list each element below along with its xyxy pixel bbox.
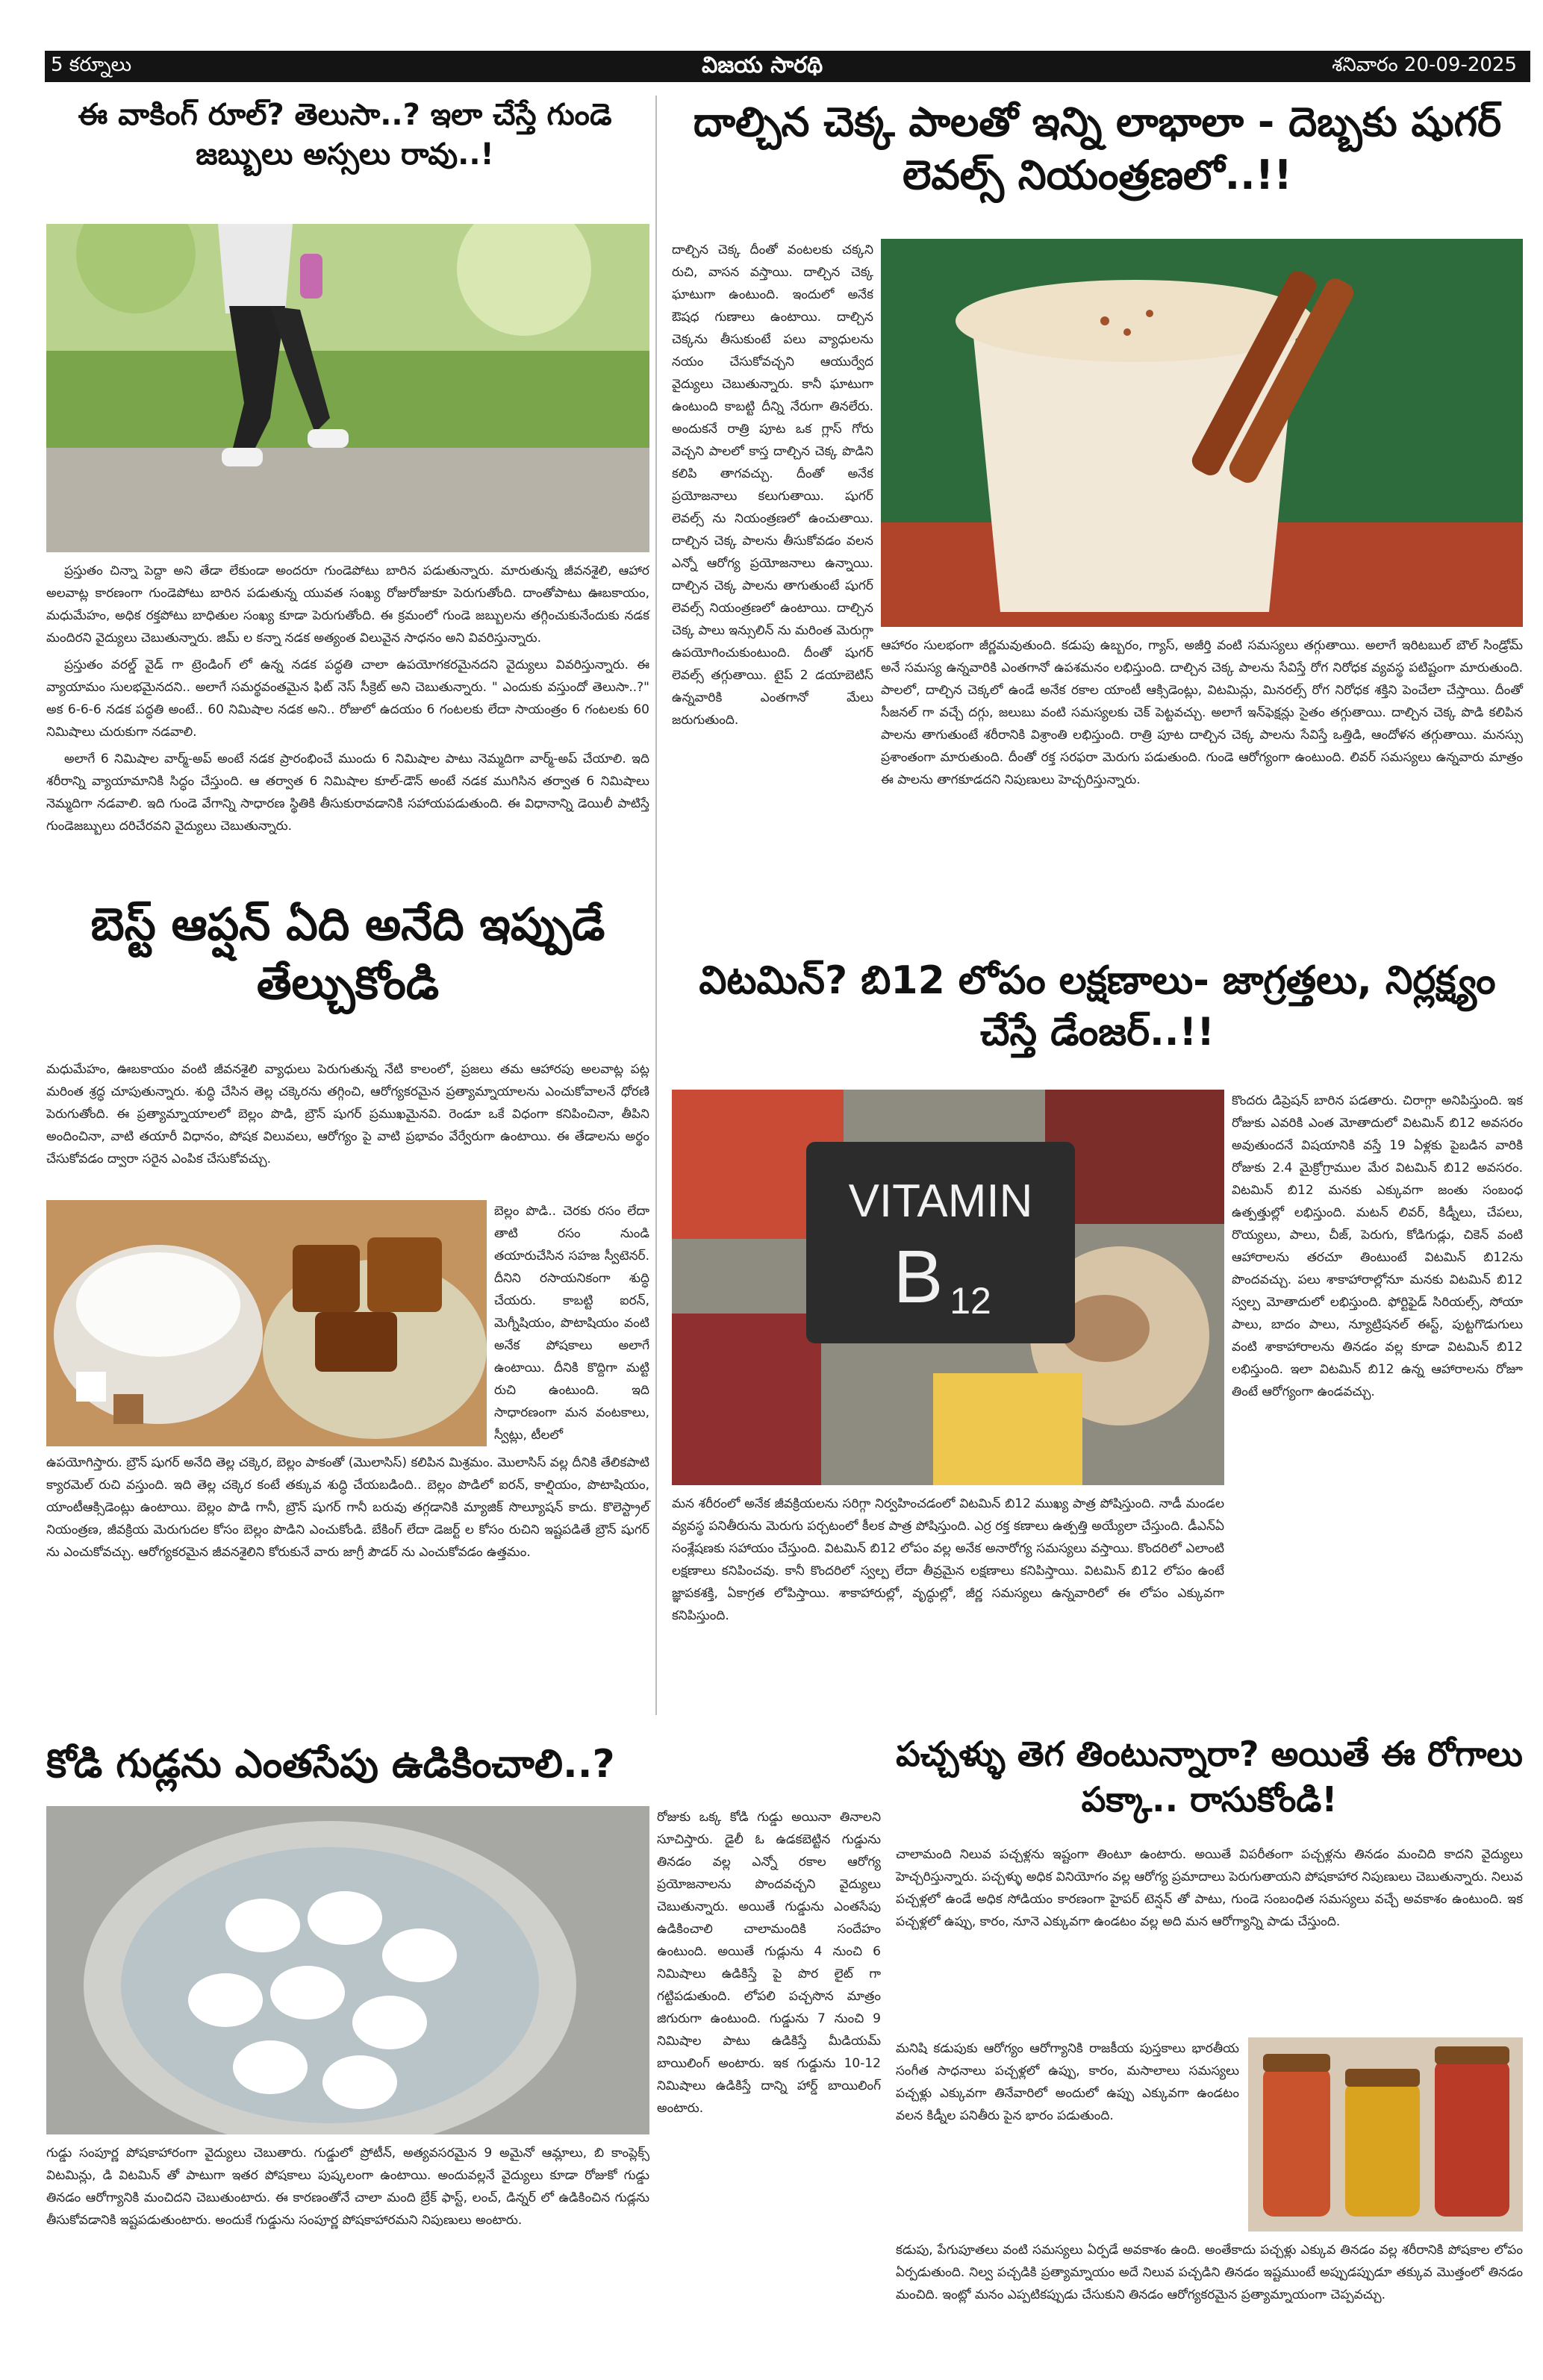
cinnamon-column: దాల్చిన చెక్క దీంతో వంటలకు చక్కని రుచి, వాసన వస్తాయి. దాల్చిన చెక్క ఘాటుగా ఉంటుంది. ఇందులో అనేక ఔషధ గుణాలు ఉంటాయి. దాల్చిన చెక్కను తీసుకుంటే పలు వ్యాధులను నయం చేసుకోవచ్చని ఆయుర్వేద వైద్యులు చెబుతున్నారు. కానీ ఘాటుగా ఉంటుంది కాబట్టి దీన్ని నేరుగా తినలేరు. అందుకనే రాత్రి పూట ఒక గ్లాస్ గోరు వెచ్చని పాలలో కాస్త దాల్చిన చెక్క పొడిని కలిపి తాగవచ్చు. దీంతో అనేక ప్రయోజనాలు కలుగుతాయి. షుగర్ లెవల్స్ ను నియంత్రణలో ఉంచుతాయి. దాల్చిన చెక్క పాలను తీసుకోవడం వలన ఎన్నో ఆరోగ్య ప్రయోజనాలు ఉన్నాయి. దాల్చిన చెక్క పాలను తాగుతుంటే షుగర్ లెవల్స్ నియంత్రణలో ఉంటాయి. దాల్చిన చెక్క పాలు ఇన్సులిన్ ను మరింత మెరుగ్గా ఉపయోగించుకుంటుంది. దీంతో షుగర్ లెవల్స్ తగ్గుతాయి. టైప్ 2 డయాబెటిస్ ఉన్నవారికి ఎంతగానో మేలు జరుగుతుంది. <box>672 243 873 728</box>
cinnamon-wide: ఆహారం సులభంగా జీర్ణమవుతుంది. కడుపు ఉబ్బరం, గ్యాస్, అజీర్తి వంటి సమస్యలు తగ్గుతాయి. అలాగే ఇరిటబుల్ బౌల్ సిండ్రోమ్ అనే సమస్య ఉన్నవారికి ఎంతగానో ఉపశమనం లభిస్తుంది. దాల్చిన చెక్క పాలను సేవిస్తే రోగ నిరోధక వ్యవస్థ పటిష్టంగా మారుతుంది. పాలలో, దాల్చిన చెక్కలో ఉండే అనేక రకాల యాంటీ ఆక్సిడెంట్లు, విటమిన్లు, మినరల్స్ రోగ నిరోధక శక్తిని పెంచేలా చేస్తాయి. దీంతో సీజనల్ గా వచ్చే దగ్గు, జలుబు వంటి సమస్యలకు చెక్ పెట్టవచ్చు. అలాగే ఇన్‌ఫెక్షన్లు సైతం తగ్గుతాయి. దాల్చిన చెక్క పొడి కలిపిన పాలను తాగుతుంటే శరీరానికి విశ్రాంతి లభిస్తుంది. రాత్రి పూట దాల్చిన చెక్క పాలను సేవిస్తే ఒత్తిడి, ఆందోళన తగ్గుతాయి. మనస్సు ప్రశాంతంగా మారుతుంది. దీంతో రక్త సరఫరా మెరుగు పడుతుంది. గుండె ఆరోగ్యంగా ఉంటుంది. లివర్ సమస్యలు ఉన్నవారు మాత్రం ఈ పాలను తాగకూడదని నిపుణులు హెచ్చరిస్తున్నారు. <box>881 638 1523 787</box>
pickles-side: మనిషి కడుపుకు ఆరోగ్యం ఆరోగ్యానికి రాజకీయ పుస్తకాలు భారతీయ సంగీత సాధనాలు పచ్చళ్లలో ఉప్పు, కారం, మసాలాలు సమస్యలు పచ్చళ్లు ఎక్కువగా తినేవారిలో అందులో ఉప్పు ఎక్కువగా ఉండటం వలన కిడ్నీల పనితీరు పైన భారం పడుతుంది. <box>896 2041 1239 2123</box>
b12-wide: మన శరీరంలో అనేక జీవక్రియలను సరిగ్గా నిర్వహించడంలో విటమిన్ బి12 ముఖ్య పాత్ర పోషిస్తుంది. నాడీ మండల వ్యవస్థ పనితీరును మెరుగు పర్చటంలో కీలక పాత్ర పోషిస్తుంది. ఎర్ర రక్త కణాలు ఉత్పత్తి అయ్యేలా చేస్తుంది. డీఎన్ఏ సంశ్లేషణకు సహాయం చేస్తుంది. విటమిన్ బి12 లోపం వల్ల అనేక అనారోగ్య సమస్యలు వస్తాయి. కొందరిలో ఎలాంటి లక్షణాలు కనిపించవు. కానీ కొందరిలో స్వల్ప లేదా తీవ్రమైన లక్షణాలు కనిపిస్తాయి. విటమిన్ బి12 లోపం ఉంటే జ్ఞాపకశక్తి, ఏకాగ్రత లోపిస్తాయి. శాకాహారుల్లో, వృద్ధుల్లో, జీర్ణ సమస్యలు ఉన్నవారిలో ఈ లోపం ఎక్కువగా కనిపిస్తుంది. <box>672 1496 1224 1623</box>
pickles-top: చాలామంది నిలువ పచ్చళ్లను ఇష్టంగా తింటూ ఉంటారు. అయితే విపరీతంగా పచ్చళ్లను తినడం మంచిది కాదని వైద్యులు హెచ్చరిస్తున్నారు. పచ్చళ్ళు అధిక వినియోగం వల్ల ఆరోగ్య ప్రమాదాలు పెరుగుతాయని పోషకాహార నిపుణులు చెబుతున్నారు. నిలువ పచ్చళ్లలో ఉండే అధిక సోడియం కారణంగా హైపర్ టెన్షన్ తో పాటు, గుండె సంబంధిత సమస్యలు వచ్చే అవకాశం ఉంటుంది. ఇక పచ్చళ్లలో ఉప్పు, కారం, నూనె ఎక్కువగా ఉండటం వల్ల అది మన ఆరోగ్యాన్ని పాడు చేస్తుంది. <box>896 1847 1523 1929</box>
best-option-bottom: ఉపయోగిస్తారు. బ్రౌన్ షుగర్ అనేది తెల్ల చక్కెర, బెల్లం పాకంతో (మొలాసిస్) కలిపిన మిశ్రమం. మొలాసిస్ వల్ల దీనికి తేలికపాటి క్యారమెల్ రుచి వస్తుంది. ఇది తెల్ల చక్కెర కంటే తక్కువ శుద్ధి చేయబడింది.. బెల్లం పొడిలో ఐరన్, కాల్షియం, పొటాషియం, యాంటీఆక్సిడెంట్లు ఉంటాయి. బెల్లం పొడి గానీ, బ్రౌన్ షుగర్ గానీ బరువు తగ్గడానికి మ్యాజిక్ సొల్యూషన్ కాదు. కొలెస్ట్రాల్ నియంత్రణ, జీవక్రియ మెరుగుదల కోసం బెల్లం పొడిని ఎంచుకోండి. బేకింగ్ లేదా డెజర్ట్ ల కోసం రుచిని ఇష్టపడితే బ్రౌన్ షుగర్ ను ఎంచుకోవచ్చు. ఆరోగ్యకరమైన జీవనశైలిని కోరుకునే వారు జాగ్రీ పౌడర్ ను ఎంచుకోవడం ఉత్తమం. <box>46 1455 649 1560</box>
eggs-bottom: గుడ్డు సంపూర్ణ పోషకాహారంగా వైద్యులు చెబుతారు. గుడ్డులో ప్రోటీన్, అత్యవసరమైన 9 అమైనో ఆమ్లాలు, బి కాంప్లెక్స్ విటమిన్లు, డి విటమిన్ తో పాటుగా ఇతర పోషకాలు పుష్కలంగా ఉంటాయి. అందువల్లనే వైద్యులు కూడా రోజుకో గుడ్డు తినడం ఆరోగ్యానికి మంచిదని చెబుతుంటారు. ఈ కారణంతోనే చాలా మంది బ్రేక్ ఫాస్ట్, లంచ్, డిన్నర్ లో ఉడికించిన గుడ్లను తీసుకోవడానికి ఇష్టపడుతుంటారు. అందుకే గుడ్డును సంపూర్ణ పోషకాహారమని నిపుణులు అంటారు. <box>46 2146 649 2228</box>
cinnamon-milk-photo <box>881 239 1523 627</box>
vitamin-b12-photo <box>672 1090 1224 1485</box>
column-divider <box>655 96 657 1715</box>
b12-image-number: 12 <box>950 1280 991 1322</box>
pickles-bottom: కడుపు, పేగుపూతలు వంటి సమస్యలు ఏర్పడే అవకాశం ఉంది. అంతేకాదు పచ్చళ్లు ఎక్కువ తినడం వల్ల శరీరానికి పోషకాల లోపం ఏర్పడుతుంది. నిల్వ పచ్చడికి ప్రత్యామ్నాయం అదే నిలువ పచ్చడిని తినడం ఇష్టముంటే అప్పుడప్పుడూ తక్కువ మొత్తంలో తినడం మంచిది. ఇంట్లో మనం ఎప్పటికప్పుడు చేసుకుని తినడం ఆరోగ్యకరమైన ప్రత్యామ్నాయంగా చెప్పవచ్చు. <box>896 2243 1523 2302</box>
page-label: 5 కర్నూలు <box>51 54 132 76</box>
boiled-eggs-photo <box>46 1806 649 2134</box>
best-option-intro: మధుమేహం, ఊబకాయం వంటి జీవనశైలి వ్యాధులు పెరుగుతున్న నేటి కాలంలో, ప్రజలు తమ ఆహారపు అలవాట్ల పట్ల మరింత శ్రద్ధ చూపుతున్నారు. శుద్ధి చేసిన తెల్ల చక్కెరను తగ్గించి, ఆరోగ్యకరమైన ప్రత్యామ్నాయాలను ఎంచుకోవాలనే ధోరణి పెరుగుతోంది. ఈ ప్రత్యామ్నాయాలలో బెల్లం పొడి, బ్రౌన్ షుగర్ ప్రముఖమైనవి. రెండూ ఒకే విధంగా కనిపించినా, తీపిని అందించినా, వాటి తయారీ విధానం, పోషక విలువలు, ఆరోగ్యం పై వాటి ప్రభావం వేర్వేరుగా ఉంటాయి. ఈ తేడాలను అర్థం చేసుకోవడం ద్వారా సరైన ఎంపిక చేసుకోవచ్చు. <box>46 1062 649 1166</box>
eggs-side: రోజుకు ఒక్క కోడి గుడ్డు అయినా తినాలని సూచిస్తారు. డైలీ ఓ ఉడకబెట్టిన గుడ్డును తినడం వల్ల ఎన్నో రకాల ఆరోగ్య ప్రయోజనాలను పొందవచ్చని వైద్యులు చెబుతున్నారు. అయితే గుడ్డును ఎంతసేపు ఉడికించాలి చాలామందికి సందేహం ఉంటుంది. అయితే గుడ్లును 4 నుంచి 6 నిమిషాలు ఉడికిస్తే పై పొర లైట్ గా గట్టిపడుతుంది. లోపలి పచ్చసొన మాత్రం జిగురుగా ఉంటుంది. గుడ్డును 7 నుంచి 9 నిమిషాల పాటు ఉడికిస్తే మీడియమ్ బాయిలింగ్ అంటారు. ఇక గుడ్డును 10-12 నిమిషాలు ఉడికిస్తే దాన్ని హార్డ్ బాయిలింగ్ అంటారు. <box>657 1810 881 2116</box>
best-option-side: బెల్లం పొడి.. చెరకు రసం లేదా తాటి రసం నుండి తయారుచేసిన సహజ స్వీటెనర్. దీనిని రసాయనికంగా శుద్ధి చేయరు. కాబట్టి ఐరన్, మెగ్నీషియం, పొటాషియం వంటి అనేక పోషకాలు అలాగే ఉంటాయి. దీనికి కొద్దిగా మట్టి రుచి ఉంటుంది. ఇది సాధారణంగా మన వంటకాలు, స్వీట్లు, టీలలో <box>494 1204 649 1443</box>
pickles-headline: పచ్చళ్ళు తెగ తింటున్నారా? అయితే ఈ రోగాలు పక్కా.. రాసుకోండి! <box>896 1734 1523 1820</box>
best-option-headline: బెస్ట్ ఆప్షన్ ఏది అనేది ఇప్పుడే తేల్చుకోండి <box>90 899 605 1011</box>
b12-image-label: VITAMIN <box>848 1175 1033 1227</box>
walking-headline: ఈ వాకింగ్ రూల్? తెలుసా..? ఇలా చేస్తే గుండె జబ్బులు అస్సలు రావు..! <box>78 98 612 172</box>
cinnamon-headline: దాల్చిన చెక్క పాలతో ఇన్ని లాభాలా - దెబ్బకు షుగర్ లెవల్స్ నియంత్రణలో..!! <box>693 99 1502 199</box>
walking-paragraph: ప్రస్తుతం వరల్డ్ వైడ్ గా ట్రెండింగ్ లో ఉన్న నడక పద్ధతి చాలా ఉపయోగకరమైనదని వైద్యులు వివరిస్తున్నారు. ఈ వ్యాయామం సులభమైనదని.. అలాగే సమర్థవంతమైన ఫిట్ నెస్ సీక్రెట్ అని చెబుతున్నారు. " ఎందుకు వస్తుందో తెలుసా..?" అక 6-6-6 నడక పద్ధతి అంటే.. 60 నిమిషాల నడక అని.. రోజులో ఉదయం 6 గంటలకు లేదా సాయంత్రం 6 గంటలకు 60 నిమిషాలు చురుకుగా నడవాలి. <box>46 658 649 740</box>
eggs-headline: కోడి గుడ్లను ఎంతసేపు ఉడికించాలి..? <box>46 1742 615 1787</box>
walking-paragraph: ప్రస్తుతం చిన్నా పెద్దా అని తేడా లేకుండా అందరూ గుండెపోటు బారిన పడుతున్నారు. మారుతున్న జీవనశైలి, ఆహార అలవాట్ల కారణంగా గుండెపోటు బారిన పడుతున్న యువత సంఖ్య రోజురోజుకూ పెరుగుతోంది. దాంతోపాటు ఊబకాయం, మధుమేహం, అధిక రక్తపోటు బాధితుల సంఖ్య కూడా పెరుగుతోంది. ఈ క్రమంలో గుండె జబ్బులను తగ్గించుకునేందుకు నడక మందిరని వైద్యులు చెబుతున్నారు. జిమ్ ల కన్నా నడక అత్యంత విలువైన సాధనం అని వివరిస్తున్నారు. <box>46 563 649 646</box>
pickle-jars-photo <box>1248 2037 1523 2231</box>
walking-paragraph: అలాగే 6 నిమిషాల వార్మ్-అప్ అంటే నడక ప్రారంభించే ముందు 6 నిమిషాల పాటు నెమ్మదిగా వార్మ్-అప్ చేయాలి. ఇది శరీరాన్ని వ్యాయామానికి సిద్ధం చేస్తుంది. ఆ తర్వాత 6 నిమిషాల కూల్-డౌన్ అంటే నడక ముగిసిన తర్వాత 6 నిమిషాలు నెమ్మదిగా నడవాలి. ఇది గుండె వేగాన్ని సాధారణ స్థితికి తీసుకురావడానికి సహాయపడుతుంది. ఈ విధానాన్ని డెయిలీ పాటిస్తే గుండెజబ్బులు దరిచేరవని వైద్యులు చెబుతున్నారు. <box>46 752 649 834</box>
paper-name: విజయ సారథి <box>702 52 823 78</box>
b12-image-letter: B <box>893 1235 944 1319</box>
issue-date: శనివారం 20-09-2025 <box>1332 54 1517 76</box>
walking-photo <box>46 224 649 552</box>
sugar-jaggery-photo <box>46 1200 487 1446</box>
b12-headline: విటమిన్? బి12 లోపం లక్షణాలు- జాగ్రత్తలు, నిర్లక్ష్యం చేస్తే డేంజర్..!! <box>699 958 1496 1055</box>
walking-body <box>46 560 649 873</box>
b12-column: కొందరు డిప్రెషన్ బారిన పడతారు. చిరాగ్గా అనిపిస్తుంది. ఇక రోజుకు ఎవరికి ఎంత మోతాదులో విటమిన్ బి12 అవసరం అవుతుందనే విషయానికి వస్తే 19 ఏళ్లకు పైబడిన వారికి రోజుకు 2.4 మైక్రోగ్రాముల మేర విటమిన్ బి12 అవసరం. విటమిన్ బి12 మనకు ఎక్కువగా జంతు సంబంధ ఉత్పత్తుల్లో లభిస్తుంది. మటన్ లివర్, కిడ్నీలు, చేపలు, రొయ్యలు, పాలు, చీజ్, పెరుగు, కోడిగుడ్లు, చికెన్ వంటి ఆహారాలను తరచూ తింటుంటే విటమిన్ బి12ను పొందవచ్చు. పలు శాకాహారాల్లోనూ మనకు విటమిన్ బి12 స్వల్ప మోతాదులో లభిస్తుంది. ఫోర్టిఫైడ్ సిరియల్స్, సోయా పాలు, బాదం పాలు, న్యూట్రిషనల్ ఈస్ట్, పుట్టగొడుగులు వంటి శాకాహారాలను తినడం వల్ల కూడా విటమిన్ బి12 లభిస్తుంది. ఇలా విటమిన్ బి12 ఉన్న ఆహారాలను రోజూ తింటే ఆరోగ్యంగా ఉండవచ్చు. <box>1232 1093 1523 1399</box>
masthead <box>45 51 1530 82</box>
